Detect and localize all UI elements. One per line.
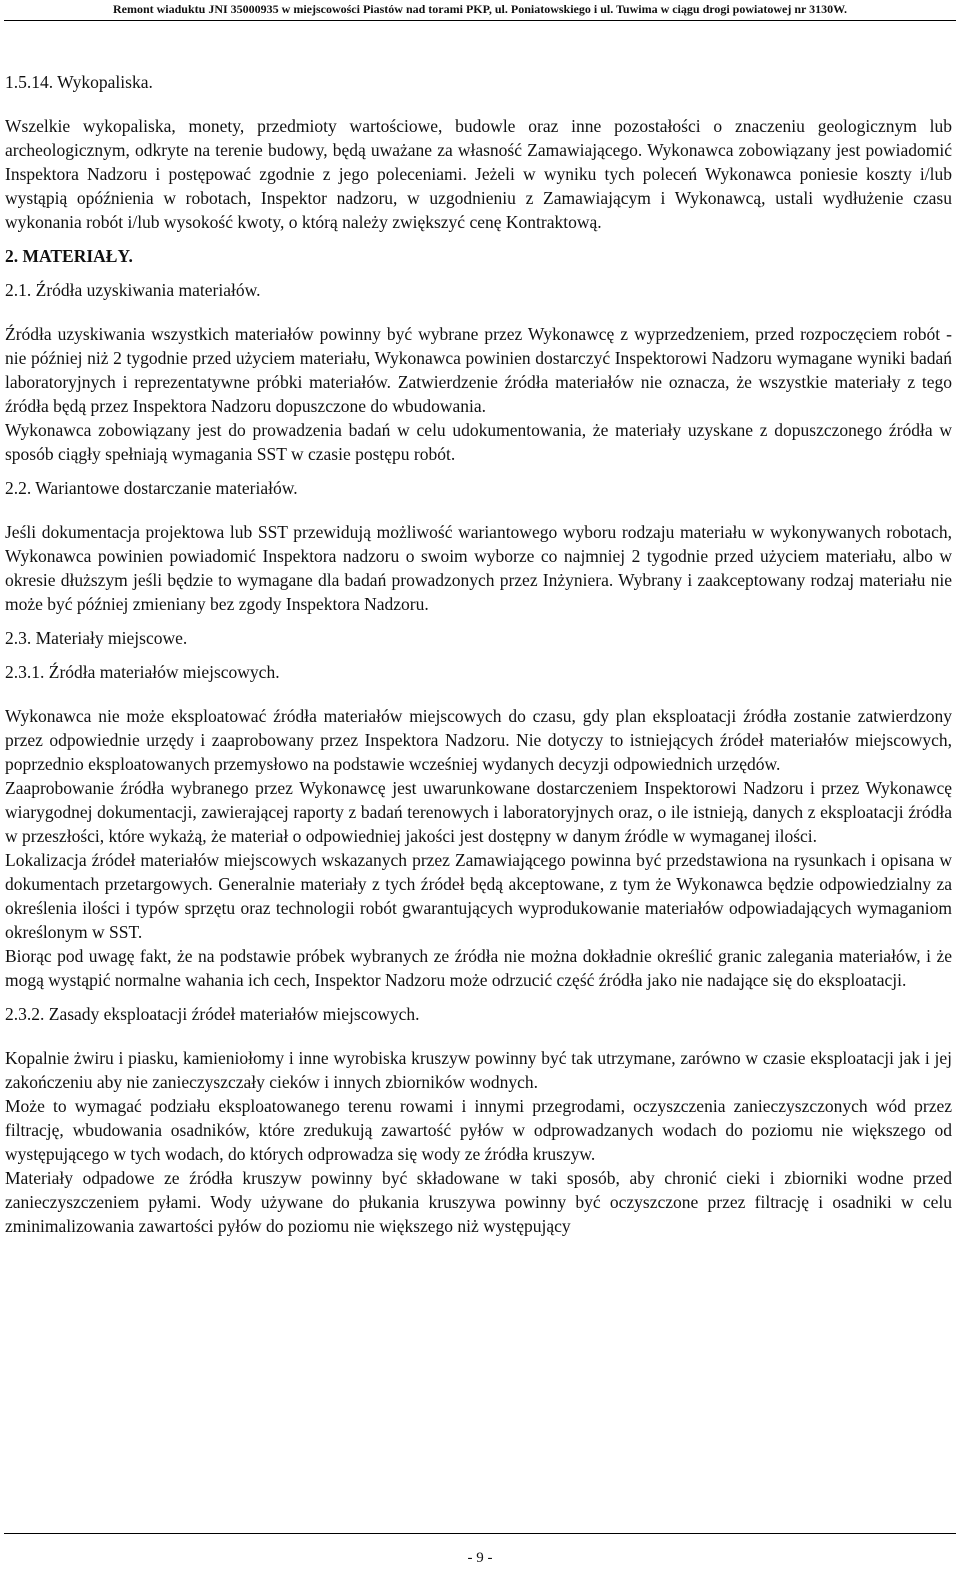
section-2-2-paragraph: Jeśli dokumentacja projektowa lub SST przewidują możliwość wariantowego wyboru rodzaju materiału w wykonywanych robotach, Wykonawca powinien powiadomić Inspektora nadzoru o swoim wyborze co najmniej 2 tygodnie przed użyciem materiału, albo w okresie dłuższym jeśli będzie to wymagane dla badań prowadzonych przez Inżyniera. Wybrany i zaakceptowany rodzaj materiału nie może być później zmieniany bez zgody Inspektora Nadzoru. <box>5 522 952 614</box>
section-2-3-1-paragraph-4: Biorąc pod uwagę fakt, że na podstawie próbek wybranych ze źródła nie można dokładnie określić granic zalegania materiałów, i że mogą wystąpić normalne wahania ich cech, Inspektor Nadzoru może odrzucić część źródła jako nie nadające się do eksploatacji. <box>5 946 952 990</box>
section-2-2-title: 2.2. Wariantowe dostarczanie materiałów. <box>5 478 298 498</box>
section-2-3-1-paragraph-2: Zaaprobowanie źródła wybranego przez Wykonawcę jest uwarunkowane dostarczeniem Inspektorowi Nadzoru i przez Wykonawcę wiarygodnej dokumentacji, zawierającej raporty z badań terenowych i laboratoryjnych oraz, o ile istnieją, danych z eksploatacji źródła w przeszłości, które wykażą, że materiał o odpowiedniej jakości jest dostępny w danym źródle w wymaganej ilości. <box>5 778 952 846</box>
section-2-1-paragraph-1: Źródła uzyskiwania wszystkich materiałów powinny być wybrane przez Wykonawcę z wyprzedzeniem, przed rozpoczęciem robót - nie później niż 2 tygodnie przed użyciem materiału, Wykonawca powinien dostarczyć Inspektorowi Nadzoru wymagane wyniki badań laboratoryjnych i reprezentatywne próbki materiałów. Zatwierdzenie źródła materiałów nie oznacza, że wszystkie materiały z tego źródła będą przez Inspektora Nadzoru dopuszczone do wbudowania. <box>5 324 952 416</box>
section-2-1-paragraph-2: Wykonawca zobowiązany jest do prowadzenia badań w celu udokumentowania, że materiały uzyskane z dopuszczonego źródła w sposób ciągły spełniają wymagania SST w czasie postępu robót. <box>5 420 952 464</box>
page-number: - 9 - <box>467 1550 493 1566</box>
section-2-title: 2. MATERIAŁY. <box>5 246 133 266</box>
page-header <box>0 0 960 26</box>
header-title: Remont wiaduktu JNI 35000935 w miejscowości Piastów nad torami PKP, ul. Poniatowskiego i ul. Tuwima w ciągu drogi powiatowej nr 3130W. <box>112 2 848 16</box>
section-2-3-2-paragraph-1: Kopalnie żwiru i piasku, kamieniołomy i inne wyrobiska kruszyw powinny być tak utrzymane, zarówno w czasie eksploatacji jak i jej zakończeniu aby nie zanieczyszczały cieków i innych zbiorników wodnych. <box>5 1048 952 1092</box>
footer-divider <box>4 1533 956 1534</box>
section-2-3-2-paragraph-2: Może to wymagać podziału eksploatowanego terenu rowami i innymi przegrodami, oczyszczenia zanieczyszczonych wód przez filtrację, wbudowania osadników, które zredukują zawartość pyłów w odprowadzanych wodach do poziomu nie większego od występującego w tych wodach, do których odprowadza się wody ze źródła kruszyw. <box>5 1096 952 1164</box>
section-1-5-14-paragraph: Wszelkie wykopaliska, monety, przedmioty wartościowe, budowle oraz inne pozostałości o znaczeniu geologicznym lub archeologicznym, odkryte na terenie budowy, będą uważane za własność Zamawiającego. Wykonawca zobowiązany jest powiadomić Inspektora Nadzoru i postępować zgodnie z jego poleceniami. Jeżeli w wyniku tych poleceń Wykonawca poniesie koszty i/lub wystąpią opóźnienia w robotach, Inspektor nadzoru, w uzgodnieniu z Zamawiającym i Wykonawcą, ustali wydłużenie czasu wykonania robót i/lub wysokość kwoty, o którą należy zwiększyć cenę Kontraktową. <box>5 116 952 232</box>
section-1-5-14-title: 1.5.14. Wykopaliska. <box>5 72 153 92</box>
section-2-1-title: 2.1. Źródła uzyskiwania materiałów. <box>5 280 261 300</box>
document-body <box>5 70 952 1238</box>
section-2-3-1-paragraph-3: Lokalizacja źródeł materiałów miejscowych wskazanych przez Zamawiającego powinna być przedstawiona na rysunkach i opisana w dokumentach przetargowych. Generalnie materiały z tych źródeł będą akceptowane, z tym że Wykonawca będzie odpowiedzialny za określenia ilości i typów sprzętu oraz technologii robót gwarantujących wyprodukowanie materiałów odpowiadających wymaganiom określonym w SST. <box>5 850 952 942</box>
section-2-3-1-title: 2.3.1. Źródła materiałów miejscowych. <box>5 662 280 682</box>
section-2-3-2-title: 2.3.2. Zasady eksploatacji źródeł materiałów miejscowych. <box>5 1004 420 1024</box>
page-footer <box>0 1548 960 1568</box>
section-2-3-1-paragraph-1: Wykonawca nie może eksploatować źródła materiałów miejscowych do czasu, gdy plan eksploatacji źródła zostanie zatwierdzony przez odpowiednie urzędy i zaaprobowany przez Inspektora Nadzoru. Nie dotyczy to istniejących źródeł materiałów miejscowych, poprzednio eksploatowanych przemysłowo na podstawie wcześniej wydanych decyzji odpowiednich urzędów. <box>5 706 952 774</box>
header-divider <box>4 20 956 21</box>
section-2-3-title: 2.3. Materiały miejscowe. <box>5 628 188 648</box>
section-2-3-2-paragraph-3: Materiały odpadowe ze źródła kruszyw powinny być składowane w taki sposób, aby chronić cieki i zbiorniki wodne przed zanieczyszczeniem pyłami. Wody używane do płukania kruszywa powinny być oczyszczone przez filtrację i osadniki w celu zminimalizowania zawartości pyłów do poziomu nie większego niż występujący <box>5 1168 952 1236</box>
